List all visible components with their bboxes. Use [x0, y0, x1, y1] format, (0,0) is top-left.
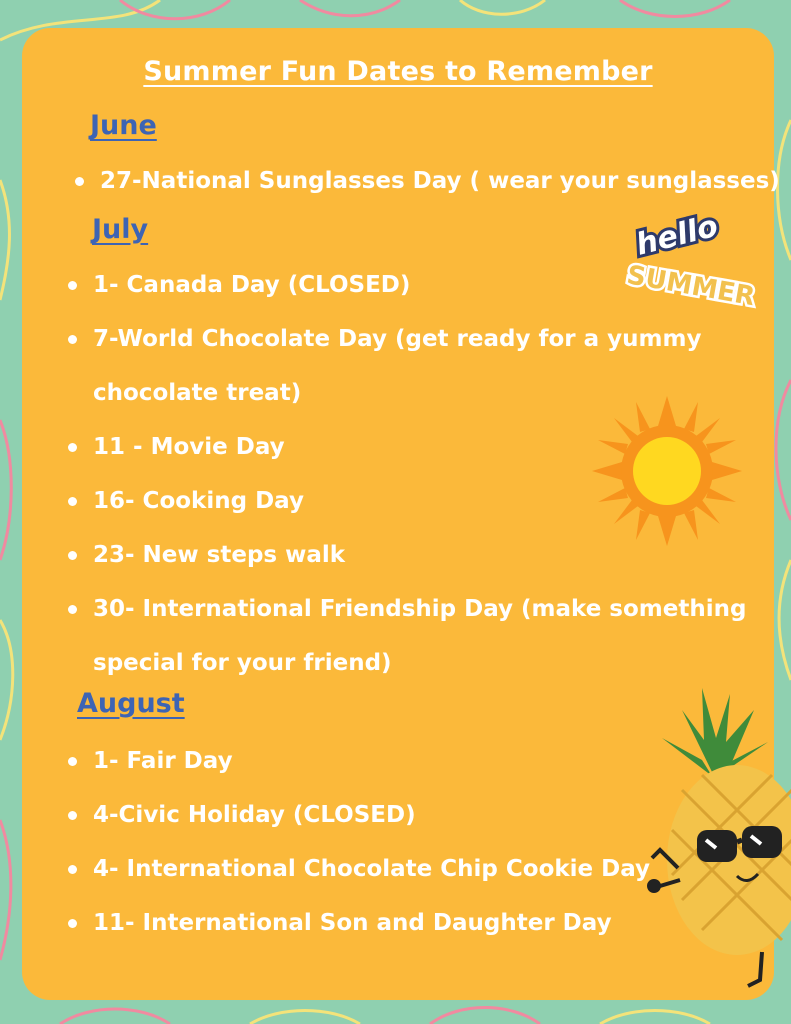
calendar-card	[22, 28, 780, 1000]
sticker-word-summer: SUMMER	[624, 260, 758, 313]
list-item: 4-Civic Holiday (CLOSED)	[93, 788, 416, 842]
sun-icon	[592, 396, 742, 546]
list-item: 7-World Chocolate Day (get ready for a yummy chocolate treat)	[93, 312, 733, 420]
list-item: 11- International Son and Daughter Day	[93, 896, 612, 950]
hello-summer-sticker	[620, 206, 758, 313]
list-item: 4- International Chocolate Chip Cookie Day	[93, 842, 650, 896]
pineapple-with-sunglasses-icon	[642, 680, 782, 990]
month-heading-july: July	[92, 214, 149, 245]
sticker-word-hello: hello	[632, 208, 722, 263]
list-item: 11 - Movie Day	[93, 420, 285, 474]
month-heading-june: June	[90, 110, 157, 141]
page-title: Summer Fun Dates to Remember	[143, 56, 653, 87]
list-item: 16- Cooking Day	[93, 474, 304, 528]
month-heading-august: August	[77, 688, 185, 719]
list-item: 1- Fair Day	[93, 734, 233, 788]
list-item: 23- New steps walk	[93, 528, 345, 582]
list-item: 27-National Sunglasses Day ( wear your sunglasses)	[100, 154, 780, 208]
list-item: 1- Canada Day (CLOSED)	[93, 258, 410, 312]
list-item: 30- International Friendship Day (make something special for your friend)	[93, 582, 753, 690]
